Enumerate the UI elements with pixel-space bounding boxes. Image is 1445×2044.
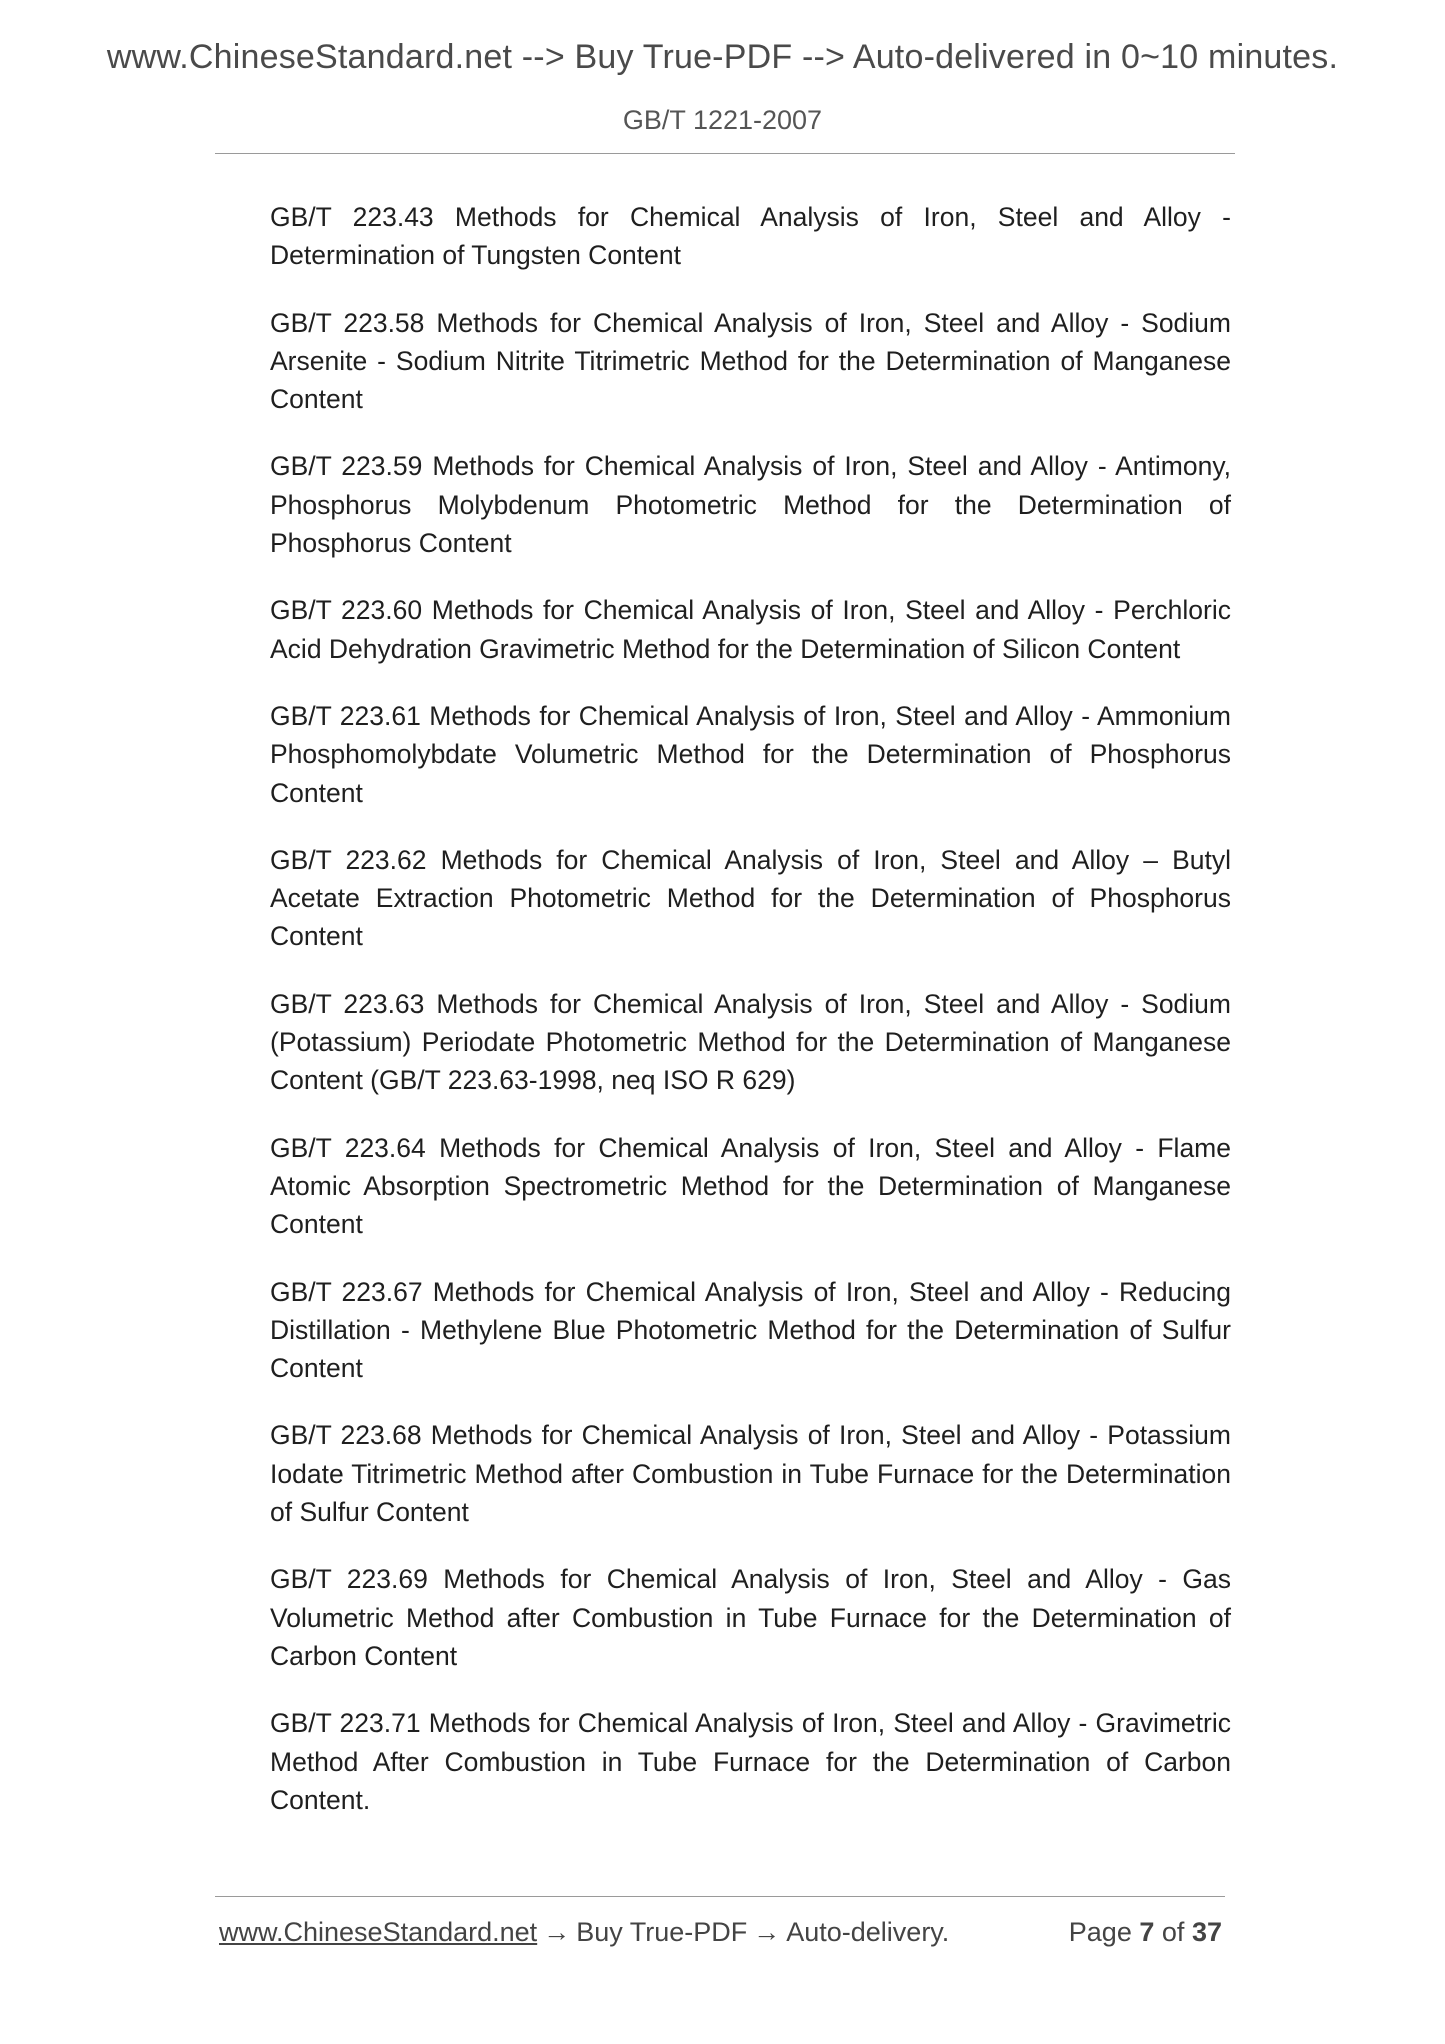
- reference-item: GB/T 223.43 Methods for Chemical Analysis of Iron, Steel and Alloy - Determination of Tungsten Content: [270, 202, 1231, 271]
- reference-item: GB/T 223.58 Methods for Chemical Analysis of Iron, Steel and Alloy - Sodium Arsenite - Sodium Nitrite Titrimetric Method for the Determination of Manganese Content: [270, 307, 1231, 415]
- reference-item: GB/T 223.63 Methods for Chemical Analysis of Iron, Steel and Alloy - Sodium (Potassium) Periodate Photometric Method for the Determination of Manganese Content (GB/T 223.63-1998, neq ISO R 629): [270, 988, 1231, 1096]
- page-current: 7: [1139, 1917, 1155, 1947]
- reference-item: GB/T 223.67 Methods for Chemical Analysis of Iron, Steel and Alloy - Reducing Distillation - Methylene Blue Photometric Method for the Determination of Sulfur Content: [270, 1276, 1231, 1384]
- reference-item: GB/T 223.60 Methods for Chemical Analysis of Iron, Steel and Alloy - Perchloric Acid Dehydration Gravimetric Method for the Determination of Silicon Content: [270, 595, 1231, 664]
- page-footer: [219, 1917, 1222, 1957]
- footer-divider: [215, 1896, 1225, 1897]
- page-number: [1069, 1917, 1222, 1948]
- reference-item: GB/T 223.69 Methods for Chemical Analysis of Iron, Steel and Alloy - Gas Volumetric Method after Combustion in Tube Furnace for the Determination of Carbon Content: [270, 1564, 1231, 1671]
- footer-promo: [219, 1917, 949, 1948]
- header-divider: [215, 153, 1235, 154]
- page-of-label: of: [1161, 1917, 1185, 1947]
- site-link[interactable]: www.ChineseStandard.net: [219, 1917, 538, 1947]
- document-code: GB/T 1221-2007: [622, 105, 823, 135]
- reference-item: GB/T 223.59 Methods for Chemical Analysis of Iron, Steel and Alloy - Antimony, Phosphorus Molybdenum Photometric Method for the Determination of Phosphorus Content: [270, 451, 1231, 559]
- reference-item: GB/T 223.71 Methods for Chemical Analysis of Iron, Steel and Alloy - Gravimetric Method After Combustion in Tube Furnace for the Determination of Carbon Content.: [270, 1708, 1231, 1815]
- arrow-right-icon: →: [753, 1917, 781, 1947]
- arrow-right-icon: →: [543, 1917, 571, 1947]
- normative-references-list: [270, 198, 1231, 1848]
- site-banner: www.ChineseStandard.net --> Buy True-PDF --> Auto-delivered in 0~10 minutes.: [106, 38, 1339, 76]
- reference-item: GB/T 223.64 Methods for Chemical Analysis of Iron, Steel and Alloy - Flame Atomic Absorption Spectrometric Method for the Determination of Manganese Content: [270, 1132, 1231, 1240]
- page-label: Page: [1068, 1917, 1132, 1947]
- buy-true-pdf-text: Buy True-PDF: [576, 1917, 748, 1947]
- auto-delivery-text: Auto-delivery.: [786, 1917, 950, 1947]
- reference-item: GB/T 223.68 Methods for Chemical Analysis of Iron, Steel and Alloy - Potassium Iodate Titrimetric Method after Combustion in Tube Furnace for the Determination of Sulfur Content: [270, 1420, 1231, 1528]
- reference-item: GB/T 223.61 Methods for Chemical Analysis of Iron, Steel and Alloy - Ammonium Phosphomolybdate Volumetric Method for the Determination of Phosphorus Content: [270, 700, 1231, 808]
- reference-item: GB/T 223.62 Methods for Chemical Analysis of Iron, Steel and Alloy – Butyl Acetate Extraction Photometric Method for the Determination of Phosphorus Content: [270, 844, 1231, 952]
- page-total: 37: [1191, 1917, 1222, 1947]
